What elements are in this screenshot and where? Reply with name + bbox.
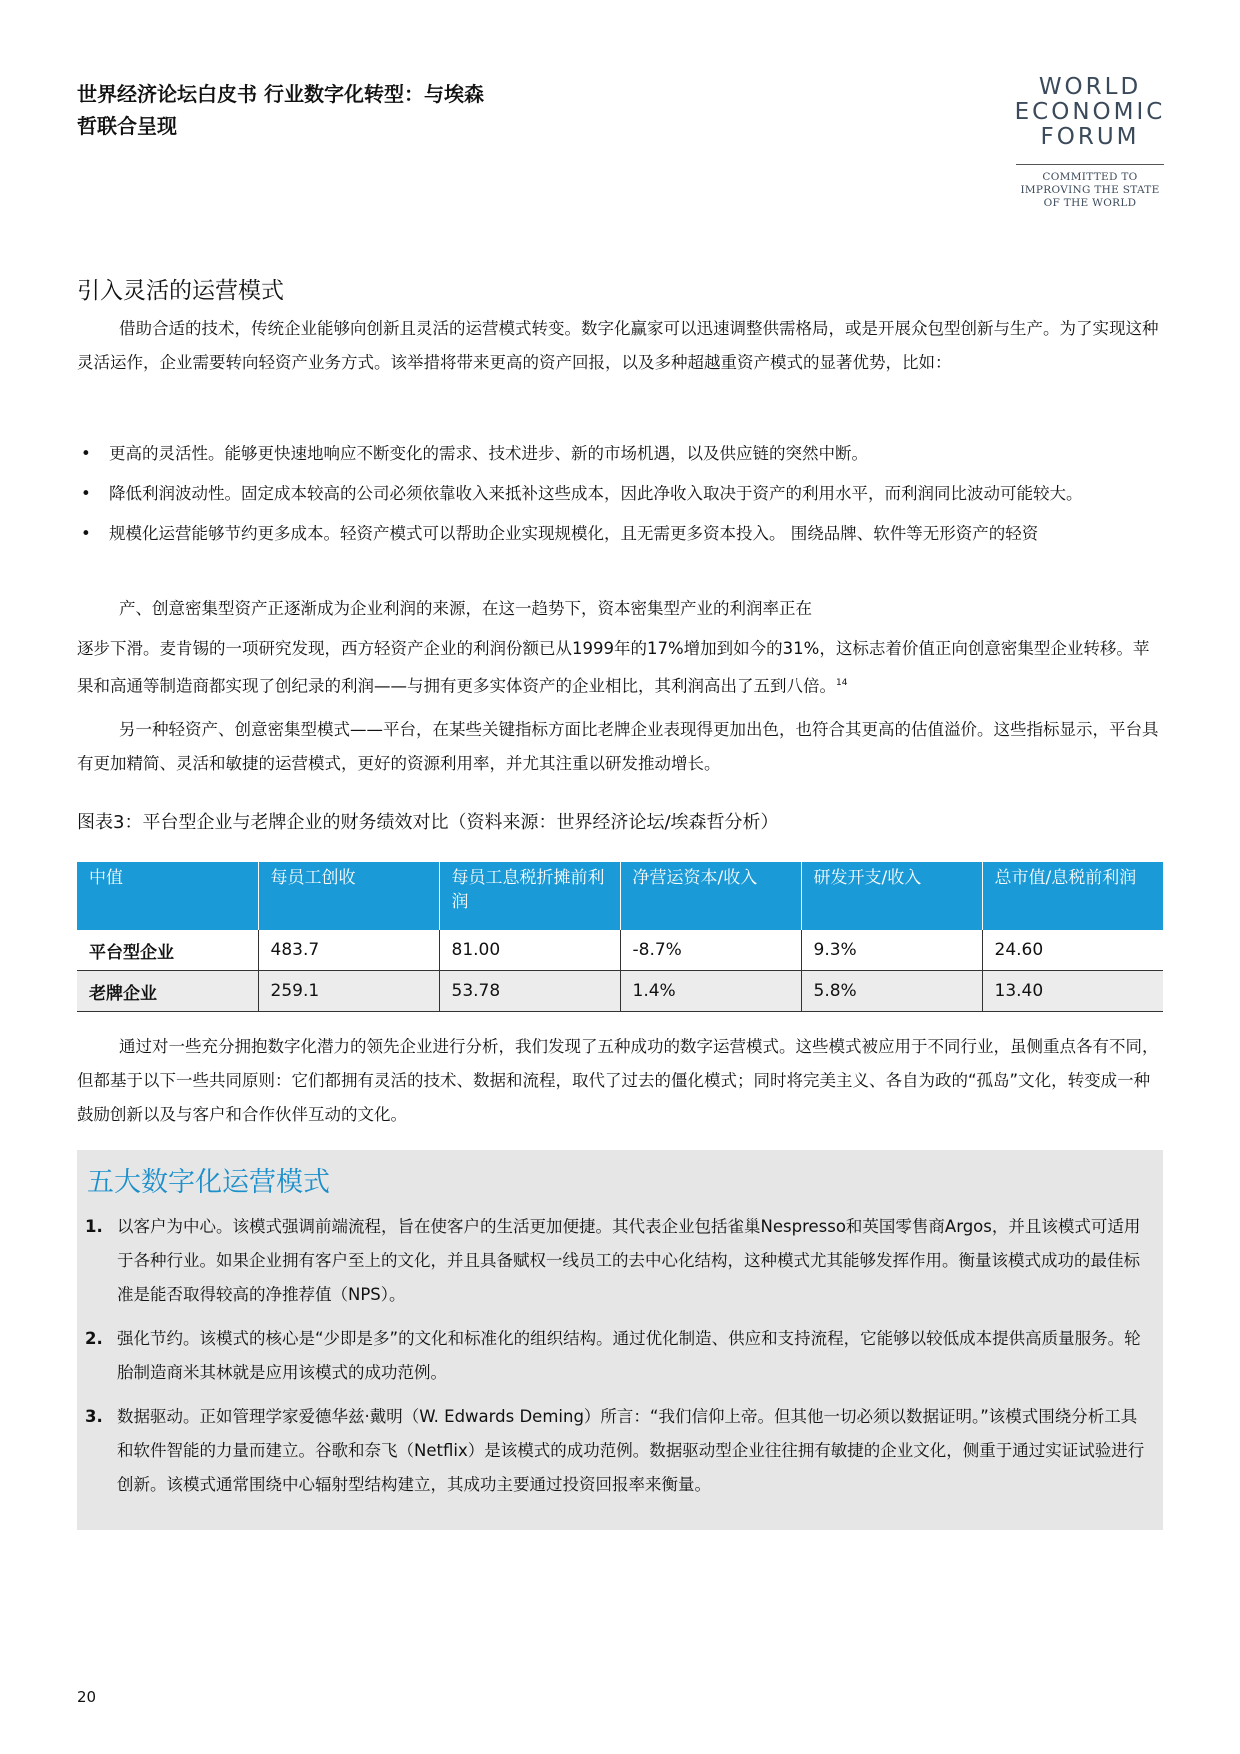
item-text: 数据驱动。正如管理学家爱德华兹·戴明（W. Edwards Deming）所言：“我们信仰上帝。但其他一切必须以数据证明。”该模式围绕分析工具和软件智能的力量而建立。谷歌和奈飞（Netflix）是该模式的成功范例。数据驱动型企业往往拥有敏捷的企业文化，侧重于通过实证试验进行创新。该模式通常围绕中心辐射型结构建立，其成功主要通过投资回报率来衡量。 — [117, 1407, 1145, 1494]
item-text: 强化节约。该模式的核心是“少即是多”的文化和标准化的组织结构。通过优化制造、供应和支持流程，它能够以较低成本提供高质量服务。轮胎制造商米其林就是应用该模式的成功范例。 — [117, 1329, 1141, 1382]
table-cell: 5.8% — [801, 971, 982, 1012]
logo-divider — [1016, 164, 1164, 165]
item-number: 1. — [85, 1217, 103, 1236]
table-row — [77, 930, 1163, 971]
platform-paragraph: 另一种轻资产、创意密集型模式——平台，在某些关键指标方面比老牌企业表现得更加出色，也符合其更高的估值溢价。这些指标显示，平台具有更加精简、灵活和敏捷的运营模式，更好的资源利用率，并尤其注重以研发推动增长。 — [77, 720, 1159, 773]
logo-line-forum: FORUM — [1040, 124, 1140, 150]
bullet-text: 规模化运营能够节约更多成本。轻资产模式可以帮助企业实现规模化，且无需更多资本投入。 围绕品牌、软件等无形资产的轻资 — [109, 524, 1039, 543]
section-heading: 引入灵活的运营模式 — [77, 278, 284, 304]
table-cell: 13.40 — [982, 971, 1163, 1012]
table-header-cell: 研发开支/收入 — [801, 862, 982, 930]
models-list — [85, 1210, 1153, 1512]
operating-models-box — [77, 1150, 1163, 1530]
logo-line-world: WORLD — [1038, 74, 1142, 100]
wef-logo — [1010, 75, 1170, 210]
financial-performance-table — [77, 862, 1163, 1012]
list-item — [77, 437, 1163, 471]
logo-line-economic: ECONOMIC — [1014, 99, 1166, 125]
logo-tagline-1: COMMITTED TO — [1042, 171, 1138, 183]
table-cell: 平台型企业 — [77, 930, 258, 971]
table-cell: 老牌企业 — [77, 971, 258, 1012]
list-item — [85, 1210, 1153, 1312]
logo-tagline-3: OF THE WORLD — [1043, 197, 1137, 209]
table-cell: 53.78 — [439, 971, 620, 1012]
list-item — [77, 477, 1163, 511]
table-cell: 259.1 — [258, 971, 439, 1012]
table-cell: 81.00 — [439, 930, 620, 971]
page-number: 20 — [77, 1688, 97, 1706]
bullet-text: 降低利润波动性。固定成本较高的公司必须依靠收入来抵补这些成本，因此净收入取决于资产的利用水平，而利润同比波动可能较大。 — [109, 484, 1083, 503]
intro-paragraph: 借助合适的技术，传统企业能够向创新且灵活的运营模式转变。数字化赢家可以迅速调整供需格局，或是开展众包型创新与生产。为了实现这种灵活运作，企业需要转向轻资产业务方式。该举措将带来更高的资产回报，以及多种超越重资产模式的显著优势，比如： — [77, 319, 1159, 372]
table-header-cell: 总市值/息税前利润 — [982, 862, 1163, 930]
benefit-list — [77, 437, 1163, 557]
profit-text: 逐步下滑。麦肯锡的一项研究发现，西方轻资产企业的利润份额已从1999年的17%增加到如今的31%，这标志着价值正向创意密集型企业转移。苹果和高通等制造商都实现了创纪录的利润——与拥有更多实体资产的企业相比，其利润高出了五到八倍。 — [77, 639, 1150, 696]
item-number: 2. — [85, 1329, 103, 1348]
table-cell: 483.7 — [258, 930, 439, 971]
table-header-row — [77, 862, 1163, 930]
table-header-cell: 每员工息税折摊前利润 — [439, 862, 620, 930]
table-row — [77, 971, 1163, 1012]
footnote-ref[interactable]: 14 — [836, 678, 848, 688]
profit-paragraph — [77, 632, 1163, 704]
bullet-dot: • — [81, 524, 91, 543]
table-cell: 24.60 — [982, 930, 1163, 971]
item-text: 以客户为中心。该模式强调前端流程，旨在使客户的生活更加便捷。其代表企业包括雀巢Nespresso和英国零售商Argos，并且该模式可适用于各种行业。如果企业拥有客户至上的文化，并且具备赋权一线员工的去中心化结构，这种模式尤其能够发挥作用。衡量该模式成功的最佳标准是能否取得较高的净推荐值（NPS）。 — [117, 1217, 1141, 1304]
table-header-cell: 中值 — [77, 862, 258, 930]
table-cell: -8.7% — [620, 930, 801, 971]
bullet-dot: • — [81, 484, 91, 503]
list-item — [85, 1400, 1153, 1502]
models-intro-paragraph: 通过对一些充分拥抱数字化潜力的领先企业进行分析，我们发现了五种成功的数字运营模式。这些模式被应用于不同行业，虽侧重点各有不同，但都基于以下一些共同原则：它们都拥有灵活的技术、数据和流程，取代了过去的僵化模式；同时将完美主义、各自为政的“孤岛”文化，转变成一种鼓励创新以及与客户和合作伙伴互动的文化。 — [77, 1037, 1159, 1124]
table-cell: 1.4% — [620, 971, 801, 1012]
bullet-dot: • — [81, 444, 91, 463]
item-number: 3. — [85, 1407, 103, 1426]
list-item — [85, 1322, 1153, 1390]
figure-caption: 图表3：平台型企业与老牌企业的财务绩效对比（资料来源：世界经济论坛/埃森哲分析） — [77, 812, 779, 833]
continuation-line: 产、创意密集型资产正逐渐成为企业利润的来源，在这一趋势下，资本密集型产业的利润率正在 — [119, 599, 812, 618]
list-item — [77, 517, 1163, 551]
bullet-text: 更高的灵活性。能够更快速地响应不断变化的需求、技术进步、新的市场机遇，以及供应链的突然中断。 — [109, 444, 868, 463]
table-header-cell: 净营运资本/收入 — [620, 862, 801, 930]
logo-tagline-2: IMPROVING THE STATE — [1020, 184, 1160, 196]
table-header-cell: 每员工创收 — [258, 862, 439, 930]
table-cell: 9.3% — [801, 930, 982, 971]
document-title: 世界经济论坛白皮书 行业数字化转型：与埃森哲联合呈现 — [77, 82, 484, 138]
box-title: 五大数字化运营模式 — [87, 1167, 330, 1198]
